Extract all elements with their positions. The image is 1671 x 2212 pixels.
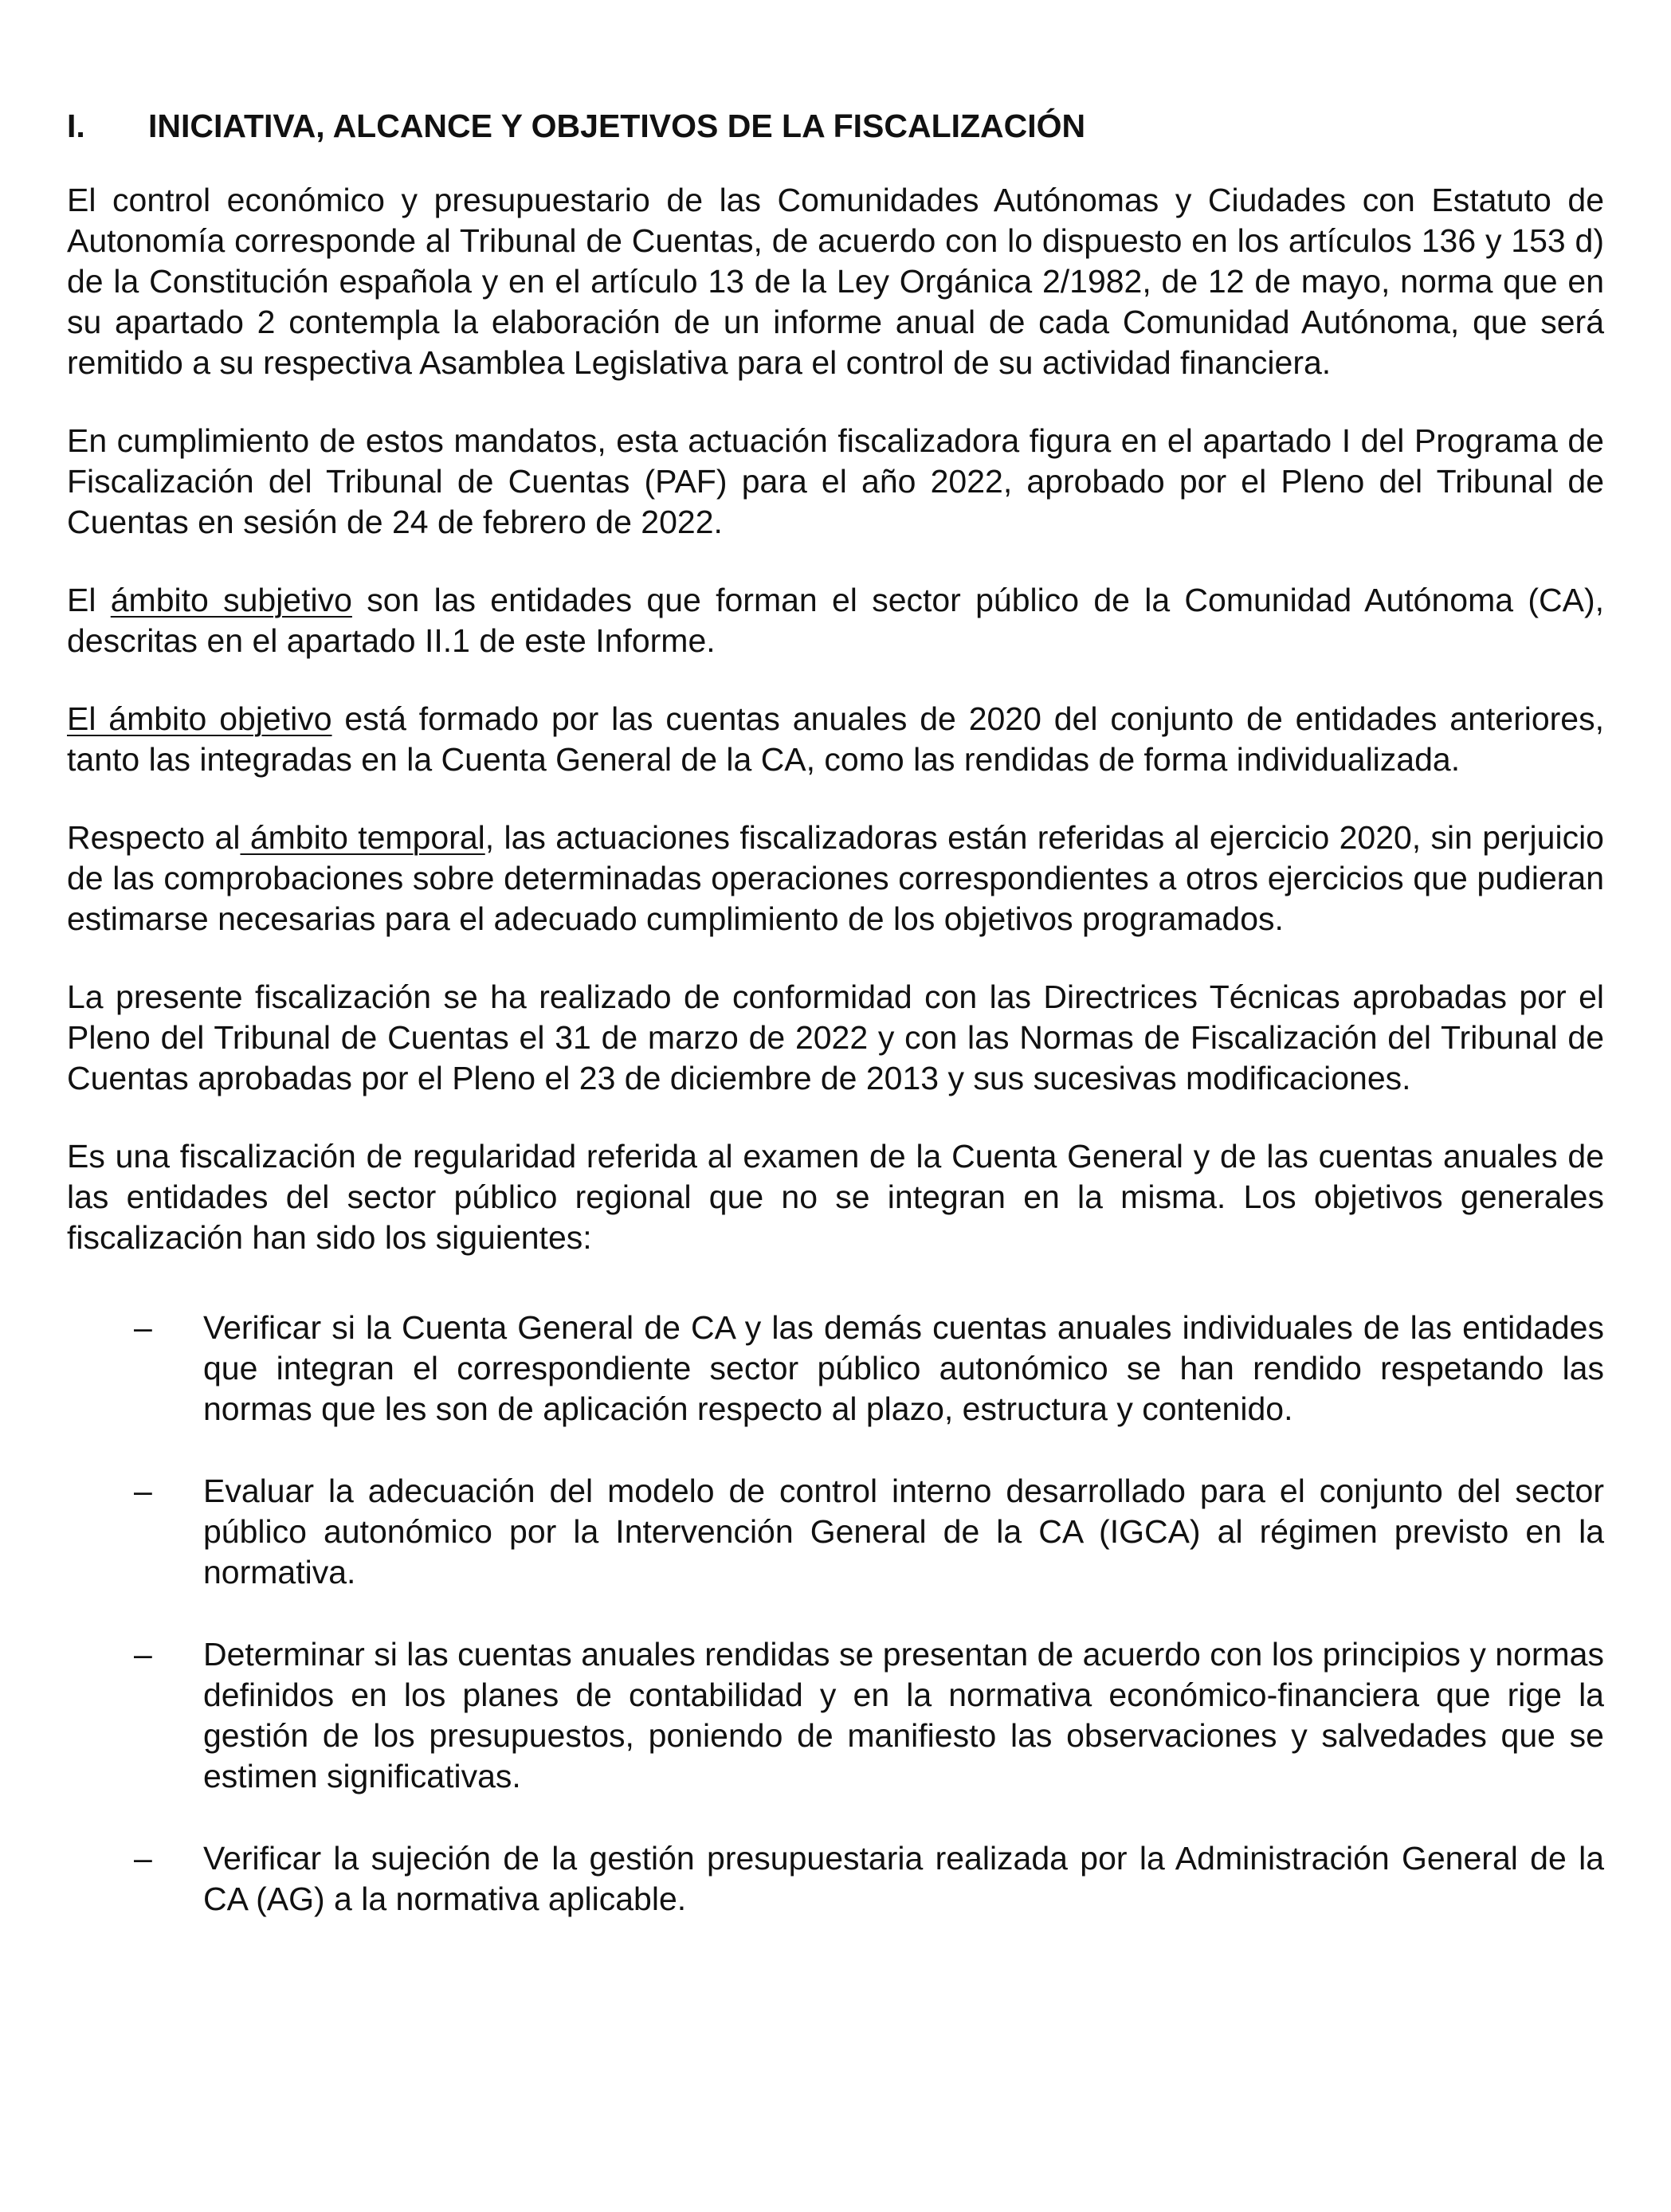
- list-item: [67, 1471, 1604, 1593]
- paragraph-text: está formado por las cuentas anuales de 2020 del conjunto de entidades anteriores, tanto las integradas en la Cuenta General de la CA, como las rendidas de forma individualizada.: [67, 700, 1604, 778]
- paragraph-text: , las actuaciones fiscalizadoras están referidas al ejercicio 2020, sin perjuicio de las comprobaciones sobre determinadas operaciones correspondientes a otros ejercicios que pudieran estimarse necesarias para el adecuado cumplimiento de los objetivos programados.: [67, 819, 1604, 937]
- underlined-term: ámbito subjetivo: [110, 582, 352, 618]
- list-item: [67, 1838, 1604, 1920]
- section-number: I.: [67, 108, 85, 144]
- underlined-term: ámbito temporal: [240, 819, 485, 856]
- paragraph-objetivos-intro: Es una fiscalización de regularidad referida al examen de la Cuenta General y de las cuentas anuales de las entidades del sector público regional que no se integran en la misma. Los objetivos generales fiscalización han sido los siguientes:: [67, 1138, 1604, 1256]
- list-item-text: Evaluar la adecuación del modelo de control interno desarrollado para el conjunto del sector público autonómico por la Intervención General de la CA (IGCA) al régimen previsto en la normativa.: [203, 1473, 1604, 1590]
- underlined-term: El ámbito objetivo: [67, 700, 332, 737]
- paragraph-directrices: La presente fiscalización se ha realizado de conformidad con las Directrices Técnicas aprobadas por el Pleno del Tribunal de Cuentas el 31 de marzo de 2022 y con las Normas de Fiscalización del Tribunal de Cuentas aprobadas por el Pleno el 23 de diciembre de 2013 y sus sucesivas modificaciones.: [67, 979, 1604, 1096]
- paragraph-ambito-objetivo: [67, 699, 1604, 780]
- document-page: [67, 105, 1604, 1961]
- paragraph-control-economico: El control económico y presupuestario de las Comunidades Autónomas y Ciudades con Estatuto de Autonomía corresponde al Tribunal de Cuentas, de acuerdo con lo dispuesto en los artículos 136 y 153 d) de la Constitución española y en el artículo 13 de la Ley Orgánica 2/1982, de 12 de mayo, norma que en su apartado 2 contempla la elaboración de un informe anual de cada Comunidad Autónoma, que será remitido a su respectiva Asamblea Legislativa para el control de su actividad financiera.: [67, 182, 1604, 381]
- dash-bullet: –: [134, 1309, 152, 1346]
- paragraph-text: El: [67, 582, 111, 618]
- section-heading: [67, 105, 1604, 147]
- paragraph-text: Respecto al: [67, 819, 241, 856]
- objectives-list: [67, 1308, 1604, 1920]
- list-item: [67, 1634, 1604, 1797]
- list-item: [67, 1308, 1604, 1430]
- list-item-text: Verificar si la Cuenta General de CA y las demás cuentas anuales individuales de las entidades que integran el correspondiente sector público autonómico se han rendido respetando las normas que les son de aplicación respecto al plazo, estructura y contenido.: [203, 1309, 1604, 1427]
- paragraph-ambito-temporal: [67, 818, 1604, 939]
- list-item-text: Determinar si las cuentas anuales rendidas se presentan de acuerdo con los principios y normas definidos en los planes de contabilidad y en la normativa económico-financiera que rige la gestión de los presupuestos, poniendo de manifiesto las observaciones y salvedades que se estimen significativas.: [203, 1636, 1604, 1794]
- section-title: INICIATIVA, ALCANCE Y OBJETIVOS DE LA FISCALIZACIÓN: [148, 108, 1086, 144]
- paragraph-ambito-subjetivo: [67, 580, 1604, 661]
- paragraph-cumplimiento: En cumplimiento de estos mandatos, esta actuación fiscalizadora figura en el apartado I del Programa de Fiscalización del Tribunal de Cuentas (PAF) para el año 2022, aprobado por el Pleno del Tribunal de Cuentas en sesión de 24 de febrero de 2022.: [67, 422, 1604, 540]
- dash-bullet: –: [134, 1840, 152, 1877]
- paragraph-text: son las entidades que forman el sector público de la Comunidad Autónoma (CA), descritas en el apartado II.1 de este Informe.: [67, 582, 1604, 659]
- dash-bullet: –: [134, 1636, 152, 1673]
- list-item-text: Verificar la sujeción de la gestión presupuestaria realizada por la Administración General de la CA (AG) a la normativa aplicable.: [203, 1840, 1604, 1917]
- dash-bullet: –: [134, 1473, 152, 1509]
